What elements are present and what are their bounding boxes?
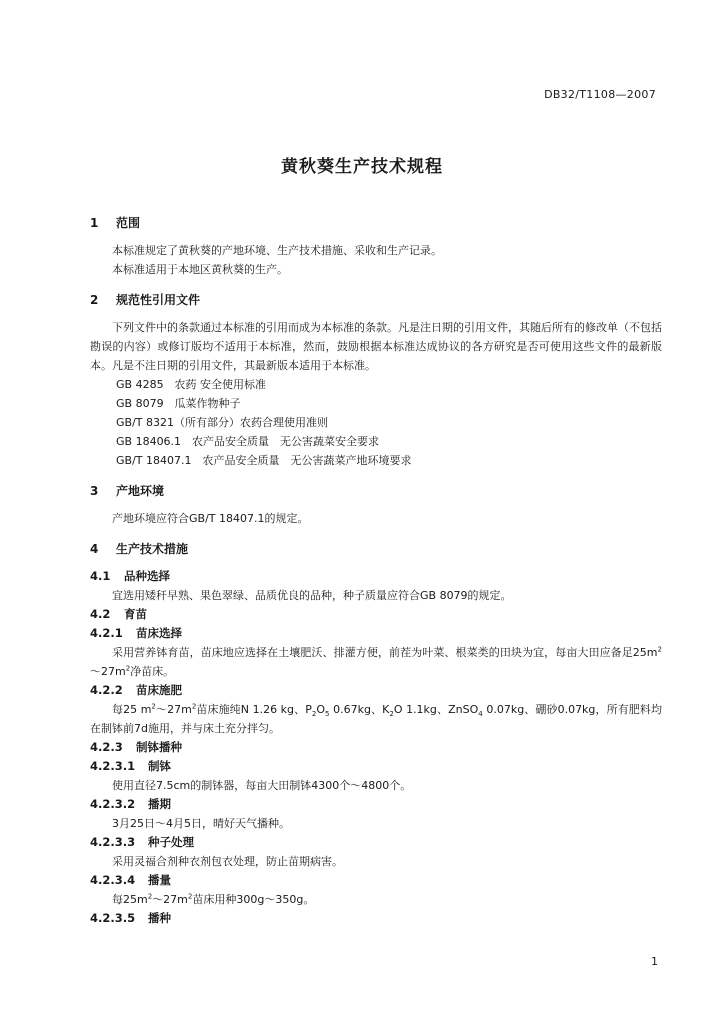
superscript: 2 [125,664,131,673]
subsection-title: 苗床选择 [136,626,182,640]
text-run: 0.67kg、K [329,703,390,716]
subsection-heading-variety [90,567,662,586]
section-heading-normative-references [90,291,662,308]
subsection-number: 4.2.3.5 [90,911,136,925]
section-title: 产地环境 [116,484,165,498]
paragraph: 本标准规定了黄秋葵的产地环境、生产技术措施、采收和生产记录。 [112,244,442,257]
subsection-heading-pot-sowing [90,738,662,757]
text-run: O 1.1kg、ZnSO [393,703,479,716]
section-number: 1 [90,216,99,230]
paragraph [90,643,662,681]
paragraph: 使用直径7.5cm的制钵器，每亩大田制钵4300个～4800个。 [112,779,412,792]
paragraph: 3月25日～4月5日，晴好天气播种。 [112,817,290,830]
text-run: 净苗床。 [130,665,175,678]
subscript: 4 [478,710,483,719]
section-number: 3 [90,484,99,498]
paragraph: 本标准适用于本地区黄秋葵的生产。 [112,263,288,276]
text-run: 每25 m [112,703,152,716]
subscript: 2 [389,710,394,719]
subsection-title: 种子处理 [148,835,194,849]
paragraph: 宜选用矮秆早熟、果色翠绿、品质优良的品种，种子质量应符合GB 8079的规定。 [112,589,512,602]
reference-item: GB 18406.1 农产品安全质量 无公害蔬菜安全要求 [116,435,380,448]
text-run: 采用营养钵育苗，苗床地应选择在土壤肥沃、排灌方便，前茬为叶菜、根菜类的田块为宜，每亩大田应备足25m [112,646,658,659]
subsection-number: 4.2 [90,607,111,621]
paragraph: 下列文件中的条款通过本标准的引用而成为本标准的条款。凡是注日期的引用文件，其随后所有的修改单（不包括勘误的内容）或修订版均不适用于本标准，然而，鼓励根据本标准达成协议的各方研究是否可使用这些文件的最新版本。凡是不注日期的引用文件，其最新版本适用于本标准。 [90,321,662,372]
text-run: ～27m [152,893,188,906]
subscript: 2 [311,710,317,719]
subsection-number: 4.2.3.2 [90,797,136,811]
section-title: 生产技术措施 [116,542,189,556]
text-run: ～27m [155,703,192,716]
reference-item: GB/T 8321（所有部分）农药合理使用准则 [116,416,328,429]
subsection-number: 4.2.3.3 [90,835,136,849]
section-heading-production-measures [90,540,662,557]
subsection-heading-seedbed-fertilizing [90,681,662,700]
subsection-number: 4.2.2 [90,683,123,697]
subscript: 5 [325,710,330,719]
subsection-heading-seedling [90,605,662,624]
text-run: O [316,703,326,716]
superscript: 2 [187,892,193,901]
superscript: 2 [147,892,153,901]
section-heading-scope [90,214,662,231]
section-title: 范围 [116,216,141,230]
subsection-title: 播量 [148,873,171,887]
text-run: 苗床用种300g～350g。 [192,893,315,906]
superscript: 2 [657,645,662,654]
subsection-heading-seed-treatment [90,833,662,852]
paragraph [90,890,662,909]
text-run: 苗床施纯N 1.26 kg、P [196,703,312,716]
subsection-heading-sowing [90,909,662,928]
subsection-number: 4.2.3 [90,740,123,754]
subsection-heading-seeding-rate [90,871,662,890]
subsection-title: 播期 [148,797,171,811]
subsection-title: 播种 [148,911,171,925]
subsection-heading-pot-making [90,757,662,776]
subsection-heading-seedbed-selection [90,624,662,643]
subsection-title: 苗床施肥 [136,683,182,697]
paragraph: 采用灵福合剂种衣剂包衣处理，防止苗期病害。 [112,855,343,868]
superscript: 2 [191,702,197,711]
reference-item: GB 4285 农药 安全使用标准 [116,378,267,391]
subsection-title: 制钵 [148,759,171,773]
paragraph: 产地环境应符合GB/T 18407.1的规定。 [112,512,309,525]
section-heading-environment [90,482,662,499]
subsection-number: 4.2.3.4 [90,873,136,887]
page-number: 1 [651,955,658,968]
standard-code: DB32/T1108—2007 [544,88,656,101]
text-run: 0.07kg、硼砂0.07kg，所有肥料均在制钵前7d施用，并与床土充分拌匀。 [90,703,663,735]
document-body [90,214,662,928]
subsection-number: 4.2.1 [90,626,123,640]
subsection-number: 4.1 [90,569,111,583]
superscript: 2 [151,702,156,711]
subsection-heading-sowing-date [90,795,662,814]
subsection-number: 4.2.3.1 [90,759,136,773]
subsection-title: 品种选择 [124,569,170,583]
subsection-title: 制钵播种 [136,740,182,754]
document-title: 黄秋葵生产技术规程 [281,157,443,177]
text-run: ～27m [90,665,126,678]
paragraph [90,700,662,738]
subsection-title: 育苗 [124,607,147,621]
section-number: 4 [90,542,99,556]
text-run: 每25m [112,893,148,906]
section-title: 规范性引用文件 [116,293,201,307]
reference-item: GB/T 18407.1 农产品安全质量 无公害蔬菜产地环境要求 [116,454,412,467]
section-number: 2 [90,293,99,307]
reference-item: GB 8079 瓜菜作物种子 [116,397,241,410]
